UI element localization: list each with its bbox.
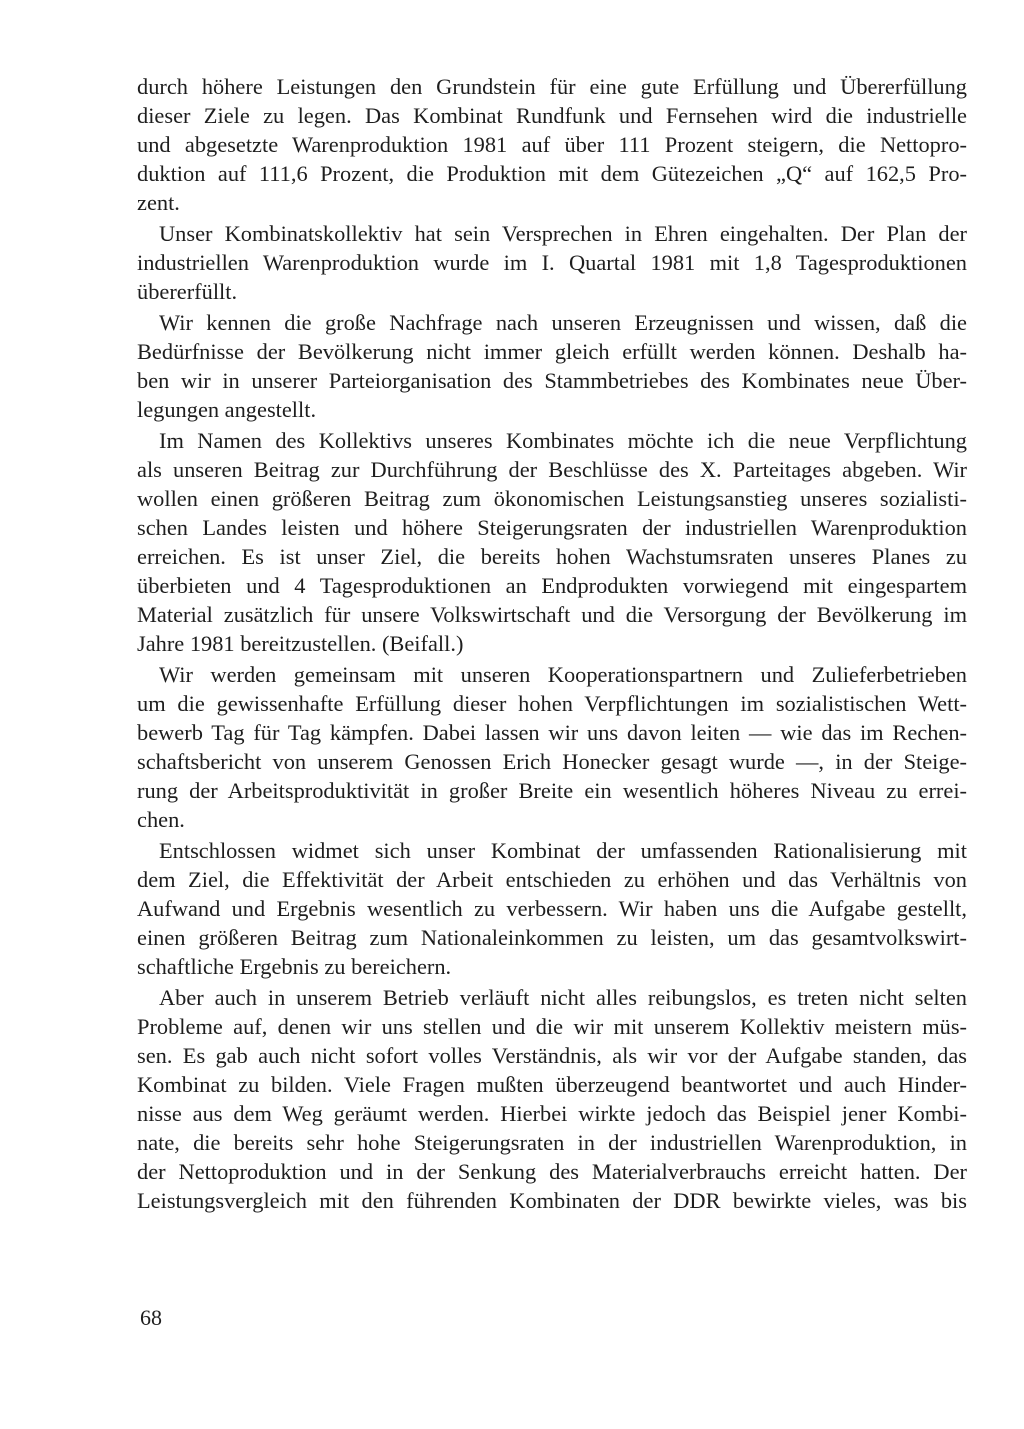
text-line: Aber auch in unserem Betrieb verläuft nicht alles reibungslos, es treten nicht selten	[159, 985, 967, 1010]
text-line: industriellen Warenproduktion wurde im I. Quartal 1981 mit 1,8 Tagesproduktionen	[137, 250, 967, 275]
text-line: durch höhere Leistungen den Grundstein für eine gute Erfüllung und Übererfüllung	[137, 74, 967, 99]
text-line: chen.	[137, 807, 185, 832]
text-line: schaftliche Ergebnis zu bereichern.	[137, 954, 452, 979]
text-line: ben wir in unserer Parteiorganisation des Stammbetriebes des Kombinates neue Über-	[137, 368, 967, 393]
page-number: 68	[140, 1305, 162, 1330]
text-line: sen. Es gab auch nicht sofort volles Verständnis, als wir vor der Aufgabe standen, das	[137, 1043, 967, 1068]
text-line: Wir werden gemeinsam mit unseren Kooperationspartnern und Zulieferbetrieben	[159, 662, 967, 687]
text-line: einen größeren Beitrag zum Nationaleinkommen zu leisten, um das gesamtvolkswirt-	[137, 925, 967, 950]
text-line: Unser Kombinatskollektiv hat sein Versprechen in Ehren eingehalten. Der Plan der	[159, 221, 967, 246]
text-line: duktion auf 111,6 Prozent, die Produktion mit dem Gütezeichen „Q“ auf 162,5 Pro-	[137, 161, 967, 186]
text-line: Aufwand und Ergebnis wesentlich zu verbessern. Wir haben uns die Aufgabe gestellt,	[137, 896, 967, 921]
text-line: Bedürfnisse der Bevölkerung nicht immer gleich erfüllt werden können. Deshalb ha-	[137, 339, 967, 364]
text-line: bewerb Tag für Tag kämpfen. Dabei lassen wir uns davon leiten — wie das im Rechen-	[137, 720, 967, 745]
text-line: Jahre 1981 bereitzustellen. (Beifall.)	[137, 631, 464, 656]
text-line: schen Landes leisten und höhere Steigerungsraten der industriellen Warenproduktion	[137, 515, 967, 540]
text-line: zent.	[137, 190, 180, 215]
text-line: nate, die bereits sehr hohe Steigerungsraten in der industriellen Warenproduktion, in	[137, 1130, 967, 1155]
paragraph-3	[137, 308, 967, 424]
text-line: Material zusätzlich für unsere Volkswirtschaft und die Versorgung der Bevölkerung im	[137, 602, 967, 627]
text-line: überbieten und 4 Tagesproduktionen an Endprodukten vorwiegend mit eingespartem	[137, 573, 967, 598]
text-line: Probleme auf, denen wir uns stellen und die wir mit unserem Kollektiv meistern müs-	[137, 1014, 967, 1039]
text-line: legungen angestellt.	[137, 397, 317, 422]
text-line: um die gewissenhafte Erfüllung dieser hohen Verpflichtungen im sozialistischen Wett-	[137, 691, 967, 716]
text-line: nisse aus dem Weg geräumt werden. Hierbei wirkte jedoch das Beispiel jener Kombi-	[137, 1101, 967, 1126]
text-line: wollen einen größeren Beitrag zum ökonomischen Leistungsanstieg unseres sozialisti-	[137, 486, 967, 511]
paragraph-5	[137, 660, 967, 834]
text-line: und abgesetzte Warenproduktion 1981 auf über 111 Prozent steigern, die Nettopro-	[137, 132, 967, 157]
text-line: rung der Arbeitsproduktivität in großer Breite ein wesentlich höheres Niveau zu errei-	[137, 778, 967, 803]
text-line: als unseren Beitrag zur Durchführung der Beschlüsse des X. Parteitages abgeben. Wir	[137, 457, 967, 482]
text-line: dem Ziel, die Effektivität der Arbeit entschieden zu erhöhen und das Verhältnis von	[137, 867, 967, 892]
text-line: erreichen. Es ist unser Ziel, die bereits hohen Wachstumsraten unseres Planes zu	[137, 544, 967, 569]
text-line: der Nettoproduktion und in der Senkung des Materialverbrauchs erreicht hatten. Der	[137, 1159, 967, 1184]
paragraph-7	[137, 983, 967, 1215]
paragraph-4	[137, 426, 967, 658]
text-line: übererfüllt.	[137, 279, 238, 304]
text-line: Kombinat zu bilden. Viele Fragen mußten überzeugend beantwortet und auch Hinder-	[137, 1072, 967, 1097]
paragraph-2	[137, 219, 967, 306]
body-text	[137, 72, 967, 1217]
paragraph-1	[137, 72, 967, 217]
text-line: Im Namen des Kollektivs unseres Kombinates möchte ich die neue Verpflichtung	[159, 428, 967, 453]
text-line: Wir kennen die große Nachfrage nach unseren Erzeugnissen und wissen, daß die	[159, 310, 967, 335]
text-line: Leistungsvergleich mit den führenden Kombinaten der DDR bewirkte vieles, was bis	[137, 1188, 967, 1213]
text-line: dieser Ziele zu legen. Das Kombinat Rundfunk und Fernsehen wird die industrielle	[137, 103, 967, 128]
paragraph-6	[137, 836, 967, 981]
text-line: schaftsbericht von unserem Genossen Erich Honecker gesagt wurde —, in der Steige-	[137, 749, 967, 774]
text-line: Entschlossen widmet sich unser Kombinat der umfassenden Rationalisierung mit	[159, 838, 967, 863]
